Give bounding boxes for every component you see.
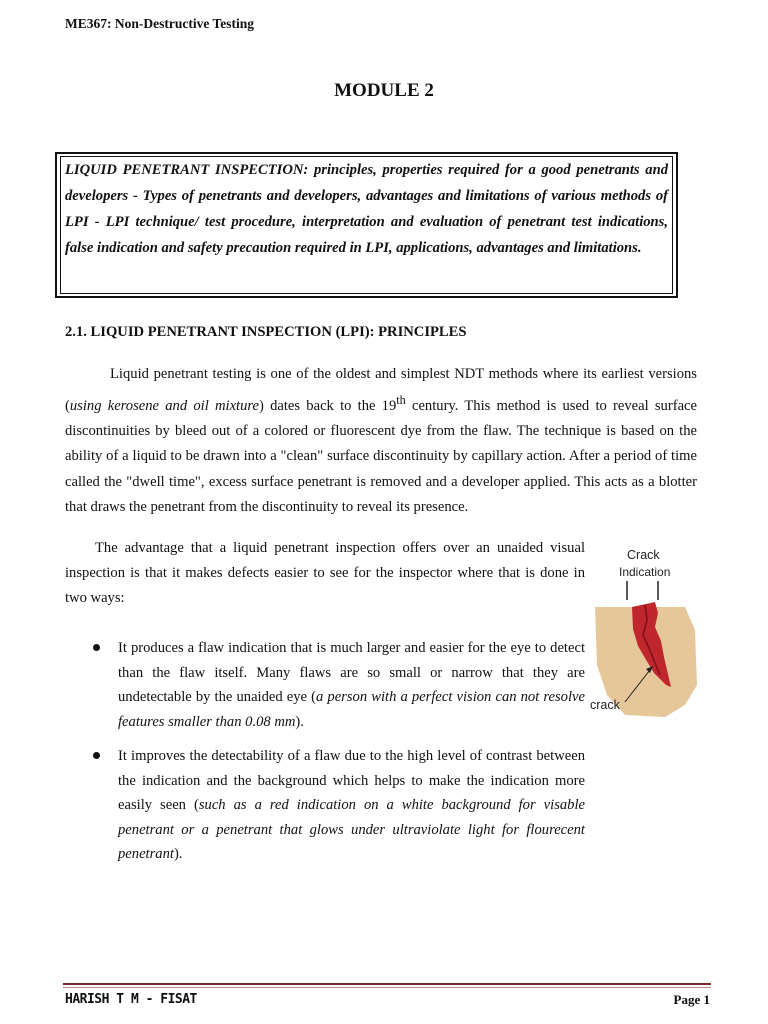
- section-heading: 2.1. LIQUID PENETRANT INSPECTION (LPI): PRINCIPLES: [65, 324, 467, 340]
- footer-rule-thin: [63, 987, 711, 988]
- advantage-paragraph: [65, 536, 585, 611]
- para2-text: The advantage that a liquid penetrant inspection offers over an unaided visual inspection is that it makes defects easier to see for the inspector where that is done in two ways:: [65, 540, 585, 606]
- para1-text-a: Liquid penetrant testing is one of the oldest and simplest NDT methods where its earliest versions (: [65, 366, 697, 414]
- bullet-dot-icon: [93, 644, 100, 651]
- footer-author: HARISH T M - FISAT: [65, 992, 197, 1007]
- para1-superscript: th: [396, 392, 406, 407]
- page-number: Page 1: [673, 992, 710, 1007]
- figure-label-crack-top: Crack: [627, 548, 660, 562]
- syllabus-box: [60, 156, 673, 294]
- syllabus-text: LIQUID PENETRANT INSPECTION: principles, properties required for a good penetrants and developers - Types of penetrants and developers, advantages and limitations of various methods of LPI - LPI technique/ test procedure, interpretation and evaluation of penetrant test indications, false indication and safety precaution required in LPI, applications, advantages and limitations.: [65, 162, 668, 256]
- figure-label-indication: Indication: [619, 565, 671, 579]
- bullet-tail: ).: [173, 846, 183, 862]
- running-header: ME367: Non-Destructive Testing: [65, 16, 254, 31]
- intro-paragraph: [65, 362, 697, 521]
- figure-label-crack: crack: [590, 698, 620, 712]
- crack-indication-figure: [585, 545, 700, 725]
- bullet-italic: a person with a perfect vision can not resolve features smaller than 0.08 mm: [118, 689, 585, 730]
- list-item: [93, 744, 585, 867]
- bullet-text: It improves the detectability of a flaw due to the high level of contrast between the indication and the background which helps to make the indication more easily seen (: [118, 748, 585, 813]
- bullet-list: [93, 636, 585, 877]
- bullet-tail: ).: [295, 713, 304, 730]
- para1-text-b: ) dates back to the 19: [259, 397, 397, 414]
- list-item: [93, 636, 585, 734]
- footer-rule: [63, 983, 711, 985]
- bullet-text: It produces a flaw indication that is much larger and easier for the eye to detect than the flaw itself. Many flaws are so small or narrow that they are undetectable by the unaided eye (: [118, 640, 585, 705]
- para1-italic: using kerosene and oil mixture: [69, 397, 260, 414]
- bullet-dot-icon: [93, 752, 100, 759]
- bullet-italic: such as a red indication on a white background for visable penetrant or a penetrant that glows under ultraviolate light for flourecent penetrant: [118, 797, 585, 862]
- module-title: MODULE 2: [334, 80, 434, 101]
- para1-text-c: century. This method is used to reveal surface discontinuities by bleed out of a colored or fluorescent dye from the flaw. The technique is based on the ability of a liquid to be drawn into a "clean" surface discontinuity by capillary action. After a period of time called the "dwell time", excess surface penetrant is removed and a developer applied. This acts as a blotter that draws the penetrant from the discontinuity to reveal its presence.: [65, 397, 697, 516]
